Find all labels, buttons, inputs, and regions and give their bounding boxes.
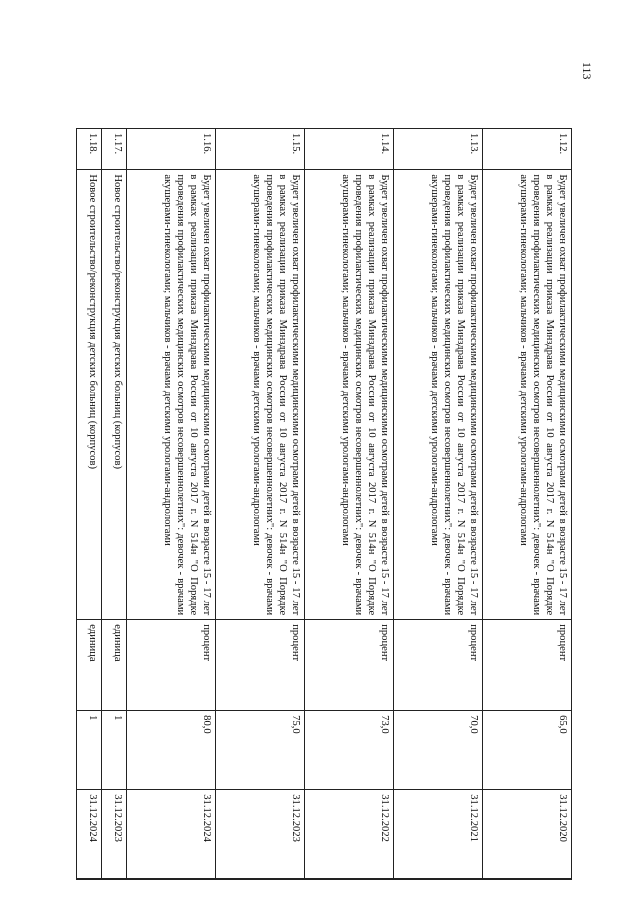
table-row (77, 129, 102, 880)
row-value: 1 (102, 711, 127, 790)
row-value: 1 (77, 711, 102, 790)
row-unit: процент (216, 620, 305, 711)
row-description: Новое строительство/реконструкция детских больниц (корпусов) (102, 170, 127, 620)
row-value: 80,0 (127, 711, 216, 790)
row-description: Будет увеличен охват профилактическими медицинскими осмотрами детей в возрасте 15 - 17 лет в рамках реализации приказа Минздрава России от 10 августа 2017 г. N 514н "О Порядке проведения профилактических медицинских осмотров несовершеннолетних": девочек - врачами акушерами-гинекологами; мальчиков - врачами детскими урологами-андрологами (394, 170, 483, 620)
row-date: 31.12.2023 (102, 790, 127, 879)
row-number: 1.15. (216, 129, 305, 170)
row-description: Будет увеличен охват профилактическими медицинскими осмотрами детей в возрасте 15 - 17 лет в рамках реализации приказа Минздрава России от 10 августа 2017 г. N 514н "О Порядке проведения профилактических медицинских осмотров несовершеннолетних": девочек - врачами акушерами-гинекологами; мальчиков - врачами детскими урологами-андрологами (305, 170, 394, 620)
table-row (216, 129, 305, 880)
row-description: Новое строительство/реконструкция детских больниц (корпусов) (77, 170, 102, 620)
row-date: 31.12.2020 (483, 790, 572, 879)
page-number: 113 (580, 62, 594, 80)
row-number: 1.13. (394, 129, 483, 170)
row-unit: процент (305, 620, 394, 711)
row-date: 31.12.2021 (394, 790, 483, 879)
row-unit: процент (483, 620, 572, 711)
row-date: 31.12.2023 (216, 790, 305, 879)
row-number: 1.18. (77, 129, 102, 170)
row-value: 75,0 (216, 711, 305, 790)
row-unit: процент (394, 620, 483, 711)
row-number: 1.16. (127, 129, 216, 170)
row-unit: единица (77, 620, 102, 711)
row-unit: единица (102, 620, 127, 711)
table-row (483, 129, 572, 880)
table-row (394, 129, 483, 880)
row-value: 73,0 (305, 711, 394, 790)
row-date: 31.12.2022 (305, 790, 394, 879)
row-empty-cell (127, 878, 216, 879)
row-value: 65,0 (483, 711, 572, 790)
row-empty-cell (77, 878, 102, 879)
indicators-table (76, 128, 572, 880)
table-row (305, 129, 394, 880)
row-empty-cell (102, 878, 127, 879)
row-description: Будет увеличен охват профилактическими медицинскими осмотрами детей в возрасте 15 - 17 лет в рамках реализации приказа Минздрава России от 10 августа 2017 г. N 514н "О Порядке проведения профилактических медицинских осмотров несовершеннолетних": девочек - врачами акушерами-гинекологами; мальчиков - врачами детскими урологами-андрологами (216, 170, 305, 620)
row-unit: процент (127, 620, 216, 711)
row-date: 31.12.2024 (127, 790, 216, 879)
row-empty-cell (216, 878, 305, 879)
row-empty-cell (305, 878, 394, 879)
row-description: Будет увеличен охват профилактическими медицинскими осмотрами детей в возрасте 15 - 17 лет в рамках реализации приказа Минздрава России от 10 августа 2017 г. N 514н "О Порядке проведения профилактических медицинских осмотров несовершеннолетних": девочек - врачами акушерами-гинекологами; мальчиков - врачами детскими урологами-андрологами (127, 170, 216, 620)
rotated-page-content (54, 128, 572, 880)
table-row (102, 129, 127, 880)
row-description: Будет увеличен охват профилактическими медицинскими осмотрами детей в возрасте 15 - 17 лет в рамках реализации приказа Минздрава России от 10 августа 2017 г. N 514н "О Порядке проведения профилактических медицинских осмотров несовершеннолетних": девочек - врачами акушерами-гинекологами; мальчиков - врачами детскими урологами-андрологами (483, 170, 572, 620)
row-number: 1.12. (483, 129, 572, 170)
table-row (127, 129, 216, 880)
row-date: 31.12.2024 (77, 790, 102, 879)
row-value: 70,0 (394, 711, 483, 790)
row-empty-cell (394, 878, 483, 879)
row-number: 1.14. (305, 129, 394, 170)
row-empty-cell (483, 878, 572, 879)
row-number: 1.17. (102, 129, 127, 170)
